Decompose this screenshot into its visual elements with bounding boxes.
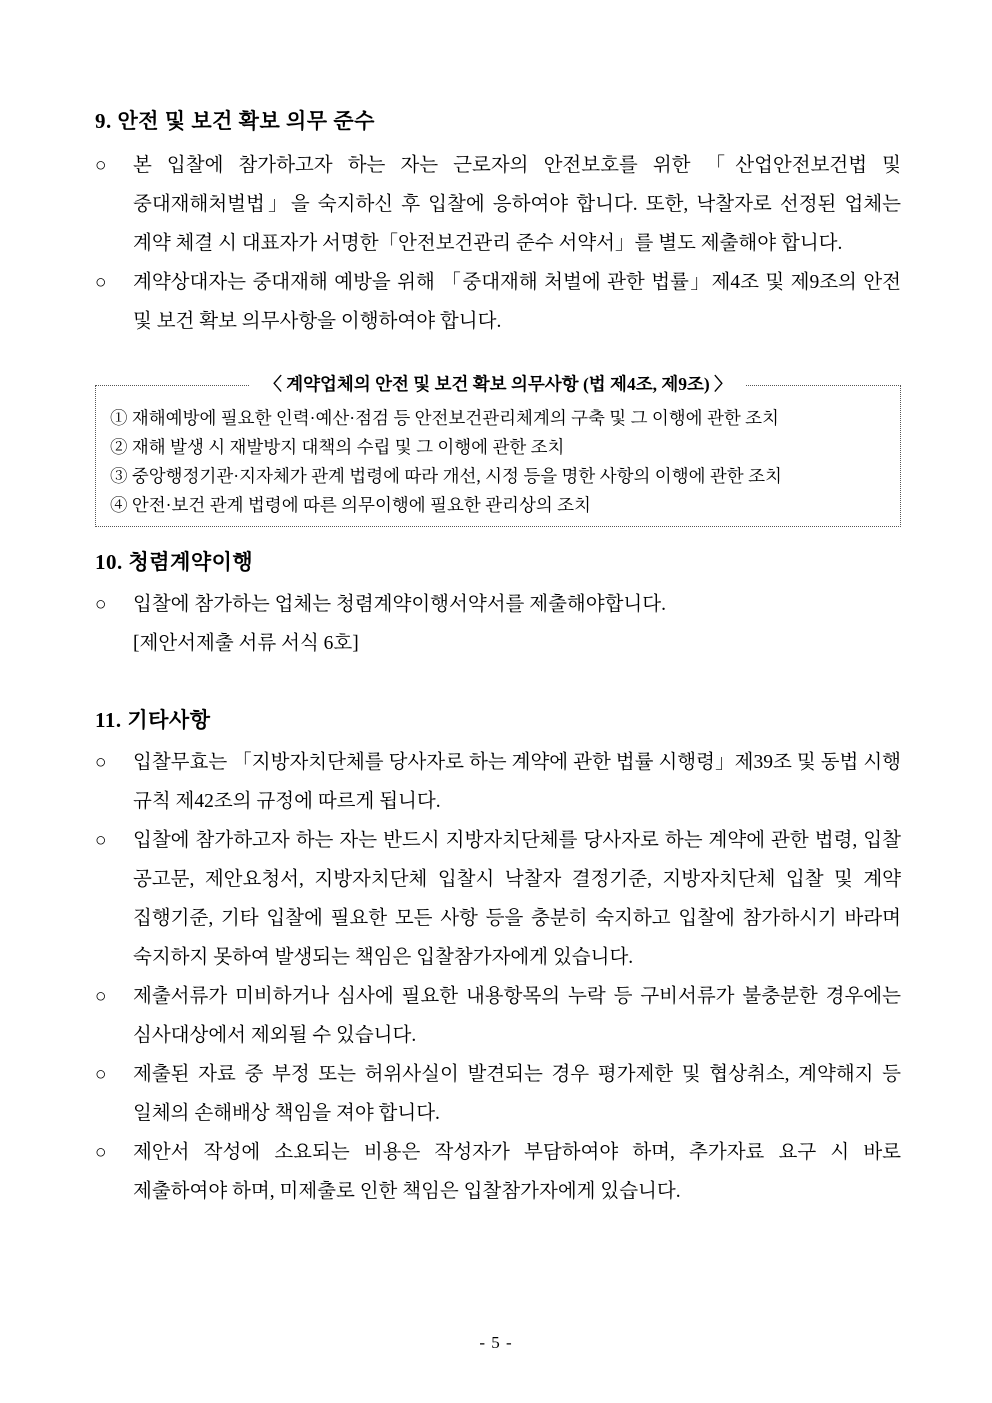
obligations-box-title bbox=[96, 371, 900, 397]
bullet-text: 제출서류가 미비하거나 심사에 필요한 내용항목의 누락 등 구비서류가 불충분한 경우에는 심사대상에서 제외될 수 있습니다. bbox=[133, 986, 901, 1046]
circle-bullet-icon: ○ bbox=[95, 1142, 107, 1163]
bullet-text: 본 입찰에 참가하고자 하는 자는 근로자의 안전보호를 위한 「산업안전보건법 및 중대재해처벌법」을 숙지하신 후 입찰에 응하여야 합니다. 또한, 낙찰자로 선정된 업체는 계약 체결 시 대표자가 서명한「안전보건관리 준수 서약서」를 별도 제출해야 합니다. bbox=[133, 155, 901, 254]
bullet-item bbox=[95, 585, 901, 624]
section-10-heading: 10. 청렴계약이행 bbox=[95, 550, 254, 574]
obligations-notice-box bbox=[95, 374, 901, 527]
section-misc-matters bbox=[95, 705, 901, 1211]
obligations-box-title-text: 〈 계약업체의 안전 및 보건 확보 의무사항 (법 제4조, 제9조) 〉 bbox=[250, 371, 745, 397]
circle-bullet-icon: ○ bbox=[95, 272, 107, 293]
bullet-item bbox=[95, 743, 901, 821]
bullet-text: 제안서 작성에 소요되는 비용은 작성자가 부담하여야 하며, 추가자료 요구 시 바로 제출하여야 하며, 미제출로 인한 책임은 입찰참가자에게 있습니다. bbox=[133, 1142, 901, 1202]
section-9-heading: 9. 안전 및 보건 확보 의무 준수 bbox=[95, 109, 375, 133]
bullet-item bbox=[95, 1055, 901, 1133]
obligation-item-2: ② 재해 발생 시 재발방지 대책의 수립 및 그 이행에 관한 조치 bbox=[110, 437, 565, 457]
bullet-item bbox=[95, 821, 901, 977]
circle-bullet-icon: ○ bbox=[95, 594, 107, 615]
circle-bullet-icon: ○ bbox=[95, 986, 107, 1007]
circle-bullet-icon: ○ bbox=[95, 830, 107, 851]
bullet-item bbox=[95, 977, 901, 1055]
bullet-text: 입찰무효는 「지방자치단체를 당사자로 하는 계약에 관한 법률 시행령」제39조 및 동법 시행 규칙 제42조의 규정에 따르게 됩니다. bbox=[133, 752, 901, 812]
bullet-text: 계약상대자는 중대재해 예방을 위해 「중대재해 처벌에 관한 법률」제4조 및 제9조의 안전 및 보건 확보 의무사항을 이행하여야 합니다. bbox=[133, 272, 901, 332]
circle-bullet-icon: ○ bbox=[95, 155, 107, 176]
section-11-heading: 11. 기타사항 bbox=[95, 708, 211, 732]
document-content bbox=[95, 106, 901, 1211]
circle-bullet-icon: ○ bbox=[95, 752, 107, 773]
bullet-text: 입찰에 참가하고자 하는 자는 반드시 지방자치단체를 당사자로 하는 계약에 관한 법령, 입찰 공고문, 제안요청서, 지방자치단체 입찰시 낙찰자 결정기준, 지방자치단체 입찰 및 계약 집행기준, 기타 입찰에 필요한 모든 사항 등을 충분히 숙지하고 입찰에 참가하시기 바라며 숙지하지 못하여 발생되는 책임은 입찰참가자에게 있습니다. bbox=[133, 830, 901, 968]
section-10-bullets bbox=[95, 585, 901, 663]
obligation-item-1: ① 재해예방에 필요한 인력·예산·점검 등 안전보건관리체계의 구축 및 그 이행에 관한 조치 bbox=[110, 408, 779, 428]
circle-bullet-icon: ○ bbox=[95, 1064, 107, 1085]
bullet-item bbox=[95, 146, 901, 263]
obligation-item-4: ④ 안전·보건 관계 법령에 따른 의무이행에 필요한 관리상의 조치 bbox=[110, 495, 591, 515]
section-9-bullets bbox=[95, 146, 901, 341]
section-safety-obligations bbox=[95, 106, 901, 341]
section-11-bullets bbox=[95, 743, 901, 1211]
page-number: - 5 - bbox=[479, 1333, 513, 1352]
form-reference-note: [제안서제출 서류 서식 6호] bbox=[133, 633, 359, 654]
bullet-text: 제출된 자료 중 부정 또는 허위사실이 발견되는 경우 평가제한 및 협상취소, 계약해지 등 일체의 손해배상 책임을 져야 합니다. bbox=[133, 1064, 901, 1124]
obligation-item-3: ③ 중앙행정기관·지자체가 관계 법령에 따라 개선, 시정 등을 명한 사항의 이행에 관한 조치 bbox=[110, 466, 782, 486]
bullet-item bbox=[95, 263, 901, 341]
section-integrity-contract bbox=[95, 547, 901, 663]
bullet-item bbox=[95, 1133, 901, 1211]
bullet-text: 입찰에 참가하는 업체는 청렴계약이행서약서를 제출해야합니다. bbox=[133, 594, 666, 615]
